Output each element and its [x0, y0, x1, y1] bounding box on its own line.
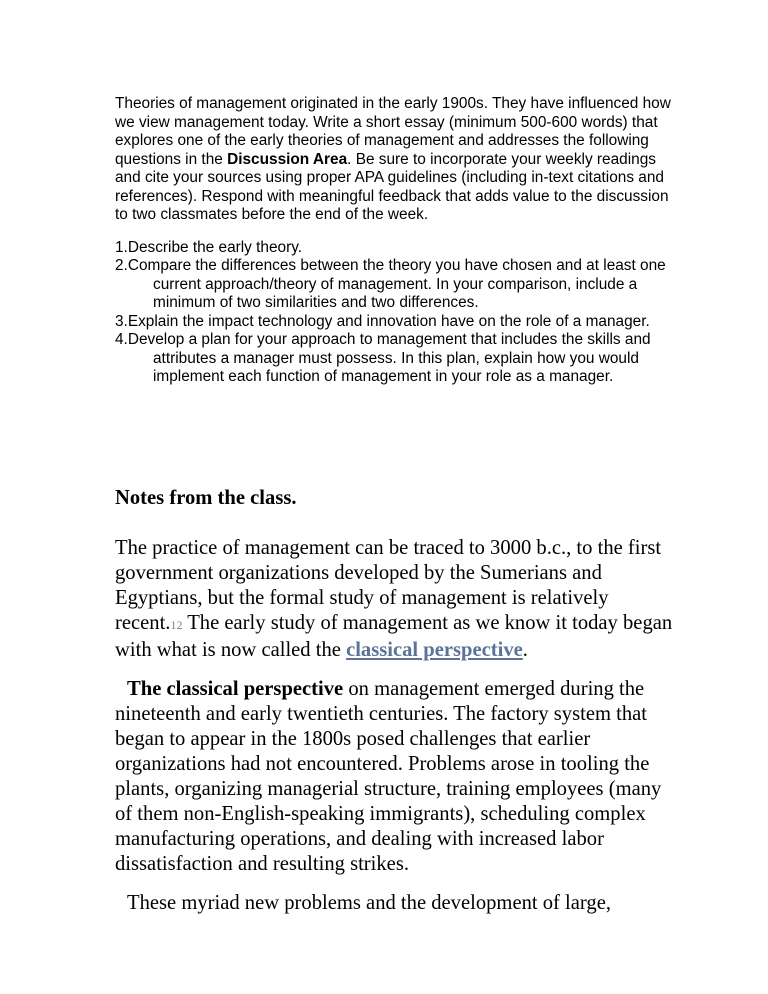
question-text: Develop a plan for your approach to management that includes the skills and attributes a manager must possess. In this plan, explain how you would implement each function of management in your role as a manager. — [127, 331, 651, 385]
question-text: Describe the early theory. — [127, 238, 303, 256]
assignment-intro — [115, 95, 675, 225]
discussion-area-bold: Discussion Area — [227, 150, 348, 168]
question-item — [115, 331, 675, 387]
assignment-prompt — [115, 95, 675, 387]
notes-p2-text: on management emerged during the nineteenth and early twentieth centuries. The factory system that began to appear in the 1800s posed challenges that earlier organizations had not encountered. Problems arose in tooling the plants, organizing managerial structure, training employees (many of them non-English-speaking immigrants), scheduling complex manufacturing operations, and dealing with increased labor dissatisfaction and resulting strikes. — [115, 678, 662, 875]
notes-p1-middle: The early study of management as we know it today began with what is now called the — [115, 612, 673, 661]
question-number: 4. — [115, 331, 128, 348]
question-number: 3. — [115, 312, 128, 330]
assignment-intro-text-end: . Be sure to incorporate your weekly readings and cite your sources using proper APA guidelines (including in-text citations and references). Respond with meaningful feedback that adds value to the discussion to two classmates before the end of the week. — [115, 150, 669, 223]
classical-perspective-link[interactable]: classical perspective — [346, 639, 523, 661]
notes-paragraph-1 — [115, 536, 675, 663]
class-notes — [115, 486, 675, 930]
assignment-intro-text: Theories of management originated in the early 1900s. They have influenced how we view management today. Write a short essay (minimum 500-600 words) that explores one of the early theories of management and addresses the following questions in the — [115, 95, 671, 168]
question-item — [115, 257, 675, 313]
question-item — [115, 239, 675, 258]
notes-heading: Notes from the class. — [115, 487, 297, 509]
question-item — [115, 313, 675, 332]
notes-p1-text: The practice of management can be traced to 3000 b.c., to the first government organizations developed by the Sumerians and Egyptians, but the formal study of management is relatively recent. — [115, 537, 662, 634]
notes-paragraph-2 — [115, 677, 675, 877]
notes-p2-bold-term: The classical perspective — [127, 678, 344, 700]
question-number: 2. — [115, 257, 128, 274]
question-text: Explain the impact technology and innovation have on the role of a manager. — [127, 312, 650, 330]
question-text: Compare the differences between the theory you have chosen and at least one current approach/theory of management. In your comparison, include a minimum of two similarities and two differences. — [127, 257, 666, 311]
question-number: 1. — [115, 238, 128, 256]
footnote-reference-link[interactable]: 12 — [170, 618, 183, 632]
notes-paragraph-3: These myriad new problems and the development of large, — [127, 892, 611, 914]
question-list — [115, 239, 675, 387]
notes-p1-end: . — [522, 639, 528, 661]
